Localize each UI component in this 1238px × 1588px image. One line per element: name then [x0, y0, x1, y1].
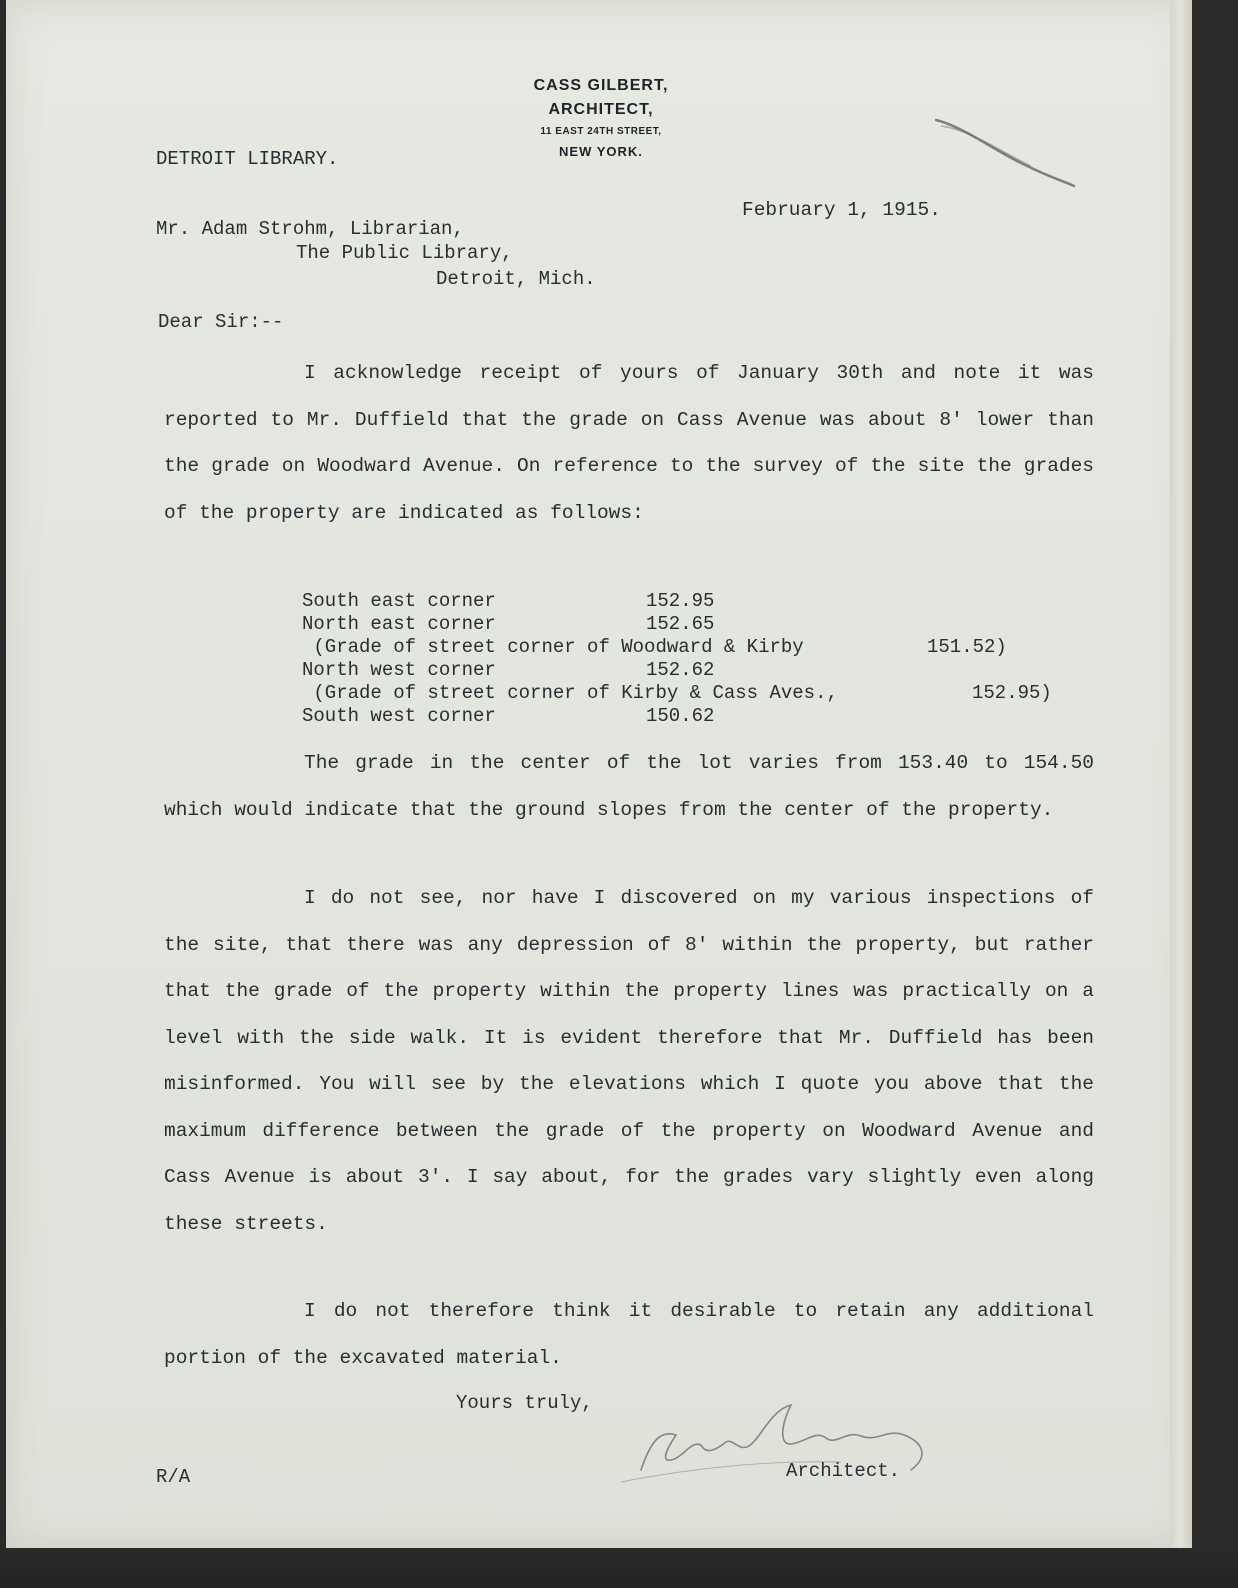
- background-edge: [0, 1548, 1238, 1588]
- grade-value: 152.95: [646, 590, 715, 612]
- paragraph-3: I do not see, nor have I discovered on my various inspections of the site, that there was any depression of 8' within the property, but rather that the grade of the property within the property lines was practically on a level with the side walk. It is evident therefore that Mr. Duffield has been misinformed. You will see by the elevations which I quote you above that the maximum difference between the grade of the property on Woodward Avenue and Cass Avenue is about 3'. I say about, for the grades vary slightly even along these streets.: [164, 887, 1094, 1235]
- grade-row: [302, 590, 1052, 613]
- address-line-3: Detroit, Mich.: [436, 268, 596, 290]
- grade-label: South east corner: [302, 590, 496, 612]
- grade-value: 150.62: [646, 705, 715, 727]
- pencil-mark-icon: [931, 108, 1081, 198]
- grade-label: (Grade of street corner of Woodward & Kirby: [302, 636, 804, 658]
- grade-row: [302, 636, 1052, 659]
- address-line-2: The Public Library,: [296, 242, 513, 264]
- grade-value: 152.62: [646, 659, 715, 681]
- grade-label: North east corner: [302, 613, 496, 635]
- paragraph-1: I acknowledge receipt of yours of January 30th and note it was reported to Mr. Duffield that the grade on Cass Avenue was about 8' lower than the grade on Woodward Avenue. On reference to the survey of the site the grades of the property are indicated as follows:: [164, 362, 1094, 524]
- typist-initials: R/A: [156, 1466, 191, 1488]
- grade-label: (Grade of street corner of Kirby & Cass Aves.,: [302, 682, 838, 704]
- grade-label: South west corner: [302, 705, 496, 727]
- grade-value: 151.52): [927, 636, 1007, 658]
- letter-date: February 1, 1915.: [742, 199, 941, 221]
- grades-table: [302, 590, 1052, 728]
- grade-row: [302, 613, 1052, 636]
- letterhead-name: CASS GILBERT,: [533, 77, 669, 94]
- letterhead-street: 11 EAST 24TH STREET,: [540, 126, 662, 137]
- paragraph-4: I do not therefore think it desirable to retain any additional portion of the excavated material.: [164, 1300, 1094, 1369]
- paper-edge: [1170, 0, 1192, 1548]
- grade-row: [302, 682, 1052, 705]
- grade-value: 152.65: [646, 613, 715, 635]
- grade-row: [302, 705, 1052, 728]
- project-heading: DETROIT LIBRARY.: [156, 148, 339, 170]
- grade-row: [302, 659, 1052, 682]
- letterhead-city: NEW YORK.: [559, 144, 643, 159]
- closing: Yours truly,: [456, 1392, 593, 1414]
- grade-value: 152.95): [972, 682, 1052, 704]
- letterhead-title: ARCHITECT,: [548, 101, 654, 118]
- paragraph-2: The grade in the center of the lot varies from 153.40 to 154.50 which would indicate that the ground slopes from the center of the property.: [164, 752, 1094, 821]
- signature-role: Architect.: [786, 1460, 901, 1482]
- letterhead: [456, 74, 746, 162]
- letter-page: [6, 0, 1192, 1548]
- address-line-1: Mr. Adam Strohm, Librarian,: [156, 218, 464, 240]
- grade-label: North west corner: [302, 659, 496, 681]
- salutation: Dear Sir:--: [158, 311, 284, 333]
